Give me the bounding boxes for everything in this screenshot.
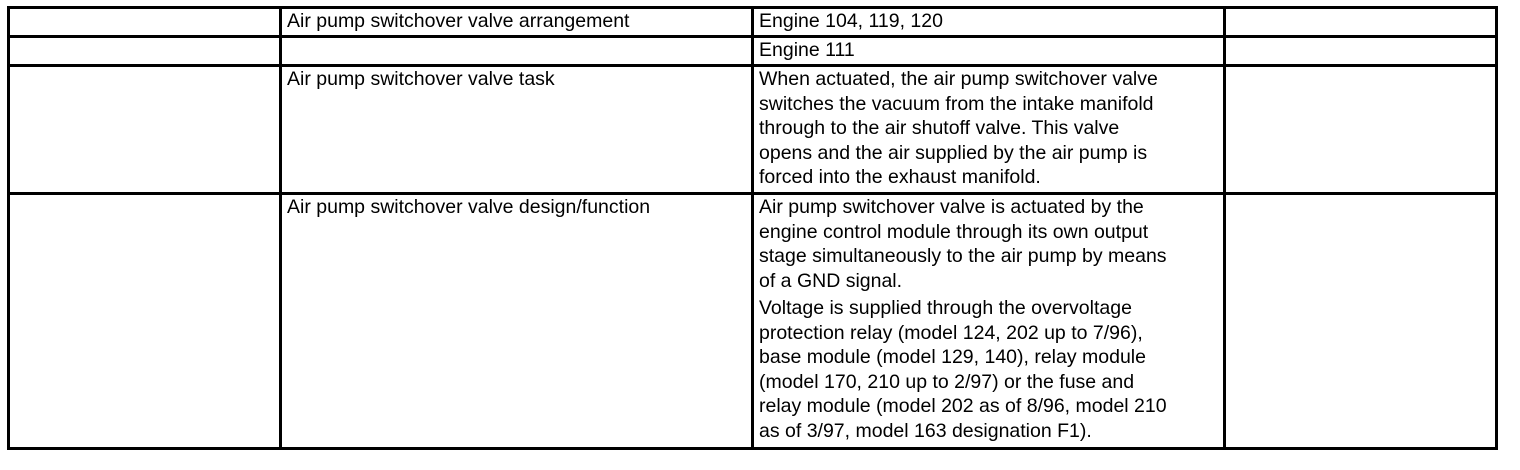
empty-cell: [9, 194, 281, 449]
content-line: relay module (model 202 as of 8/96, model 210: [759, 395, 1167, 417]
content-line: protection relay (model 124, 202 up to 7/96),: [759, 321, 1143, 344]
content-cell: [753, 66, 1225, 194]
content-line: Engine 111: [759, 39, 855, 61]
content-line: When actuated, the air pump switchover valve: [759, 68, 1158, 90]
content-line: through to the air shutoff valve. This valve: [759, 117, 1120, 139]
content-line: forced into the exhaust manifold.: [759, 166, 1041, 188]
table-row: [9, 66, 1497, 194]
topic-cell: Air pump switchover valve arrangement: [281, 8, 753, 37]
empty-cell: [9, 66, 281, 194]
content-line: base module (model 129, 140), relay module: [759, 346, 1146, 368]
content-line: Engine 104, 119, 120: [759, 10, 943, 32]
table-row: [9, 37, 1497, 66]
content-line: stage simultaneously to the air pump by means: [759, 245, 1167, 267]
content-line: (model 170, 210 up to 2/97) or the fuse and: [759, 370, 1135, 393]
content-cell: [753, 8, 1225, 37]
content-line: as of 3/97, model 163 designation F1).: [759, 419, 1092, 442]
content-line: opens and the air supplied by the air pump is: [759, 141, 1148, 164]
document-table: [7, 6, 1498, 450]
empty-cell: [1225, 194, 1497, 449]
content-cell: [753, 37, 1225, 66]
content-line: Air pump switchover valve is actuated by the: [759, 196, 1144, 218]
content-paragraph: [759, 296, 1220, 443]
table-row: [9, 8, 1497, 37]
empty-cell: [9, 8, 281, 37]
empty-cell: [9, 37, 281, 66]
topic-cell: Air pump switchover valve task: [281, 66, 753, 194]
content-paragraph: [759, 195, 1220, 293]
empty-cell: [1225, 8, 1497, 37]
content-line: of a GND signal.: [759, 269, 903, 292]
empty-cell: [281, 37, 753, 66]
empty-cell: [1225, 37, 1497, 66]
content-cell: [753, 194, 1225, 449]
content-line: switches the vacuum from the intake manifold: [759, 92, 1154, 115]
content-line: Voltage is supplied through the overvoltage: [759, 297, 1132, 319]
topic-cell: Air pump switchover valve design/function: [281, 194, 753, 449]
content-line: engine control module through its own output: [759, 220, 1149, 243]
empty-cell: [1225, 66, 1497, 194]
table-row: [9, 194, 1497, 449]
